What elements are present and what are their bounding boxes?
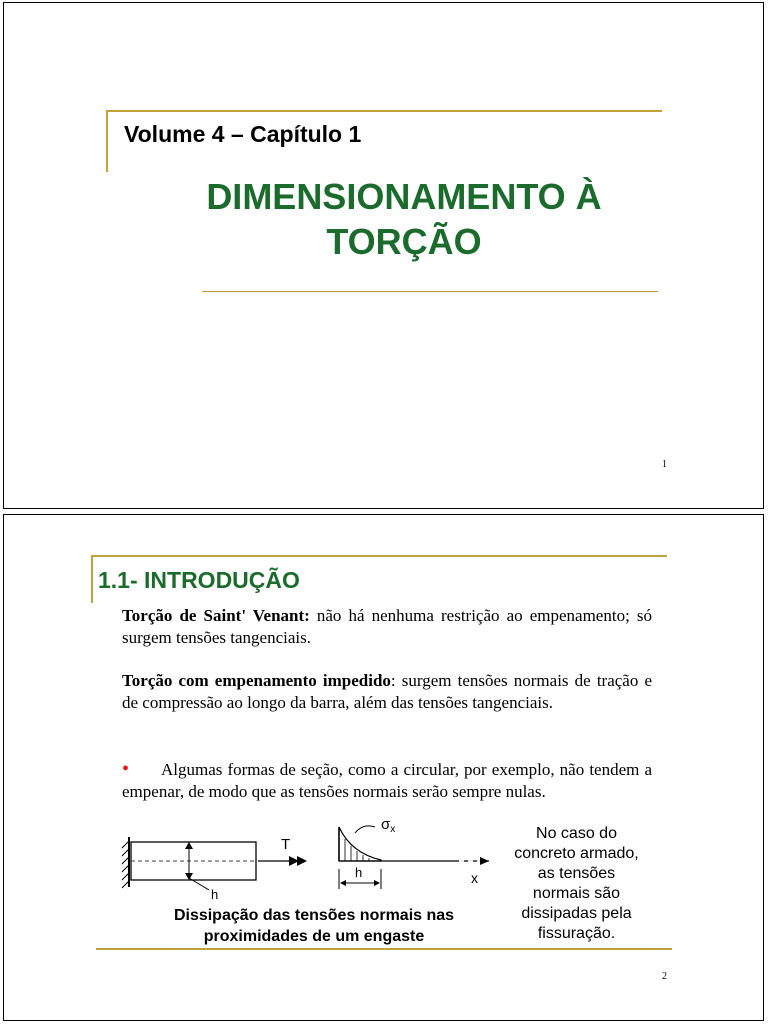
note-line: normais são	[532, 885, 621, 902]
note-line: fissuração.	[537, 925, 616, 942]
gold-rule-bottom	[96, 948, 672, 950]
para2-bold: Torção com empenamento impedido	[122, 671, 391, 690]
paragraph-empenamento	[122, 670, 652, 714]
torque-label: T	[281, 836, 291, 853]
h-label-right: h	[355, 865, 363, 880]
main-title-line1: DIMENSIONAMENTO À	[206, 176, 602, 217]
h-arrow-up	[185, 842, 193, 849]
caption-line2: proximidades de um engaste	[203, 928, 425, 945]
note-line: No caso do	[536, 825, 617, 842]
h-label-left: h	[211, 887, 219, 902]
title-underline	[202, 291, 658, 292]
torque-arrowhead-2	[297, 856, 307, 866]
gold-rule-top	[91, 555, 667, 557]
h2-arrow-left	[340, 880, 346, 886]
gold-rule-left	[91, 555, 93, 603]
note-line: dissipadas pela	[521, 905, 632, 922]
para3-text: Algumas formas de seção, como a circular, por exemplo, não tendem a empenar, de modo que as tensões normais serão sempre nulas.	[122, 760, 652, 801]
gold-rule-left	[106, 110, 108, 172]
sigma-label: $\sigma_x$	[381, 816, 396, 835]
slide-2	[3, 514, 764, 1021]
h-arrow-down	[185, 873, 193, 880]
slide-1	[3, 2, 764, 509]
para1-text: não há nenhuma restrição ao empenamento; só surgem tensões tangenciais.	[122, 606, 652, 647]
caption-line1: Dissipação das tensões normais nas	[173, 907, 455, 924]
paragraph-circular	[122, 758, 652, 803]
figure-caption	[144, 905, 484, 947]
page-number: 2	[662, 971, 667, 982]
dissipation-figure	[119, 815, 499, 905]
para1-bold: Torção de Saint' Venant:	[122, 606, 310, 625]
x-label: x	[471, 870, 478, 886]
gold-rule-top	[106, 110, 662, 112]
main-title-line2: TORÇÃO	[326, 221, 482, 262]
paragraph-saint-venant	[122, 605, 652, 649]
h2-arrow-right	[374, 880, 380, 886]
bullet-icon: •	[122, 758, 130, 780]
concrete-note	[499, 824, 654, 944]
page-number: 1	[662, 459, 667, 470]
note-line: concreto armado,	[514, 845, 639, 862]
section-title: 1.1- INTRODUÇÃO	[98, 567, 300, 593]
volume-title: Volume 4 – Capítulo 1	[124, 121, 362, 147]
x-axis-arrowhead	[480, 857, 489, 865]
para2-text: : surgem tensões normais de tração e de compressão ao longo da barra, além das tensões tangenciais.	[122, 671, 652, 712]
sigma-leader	[355, 826, 375, 833]
note-line: as tensões	[537, 865, 616, 882]
fixed-support-hatch	[122, 841, 129, 888]
